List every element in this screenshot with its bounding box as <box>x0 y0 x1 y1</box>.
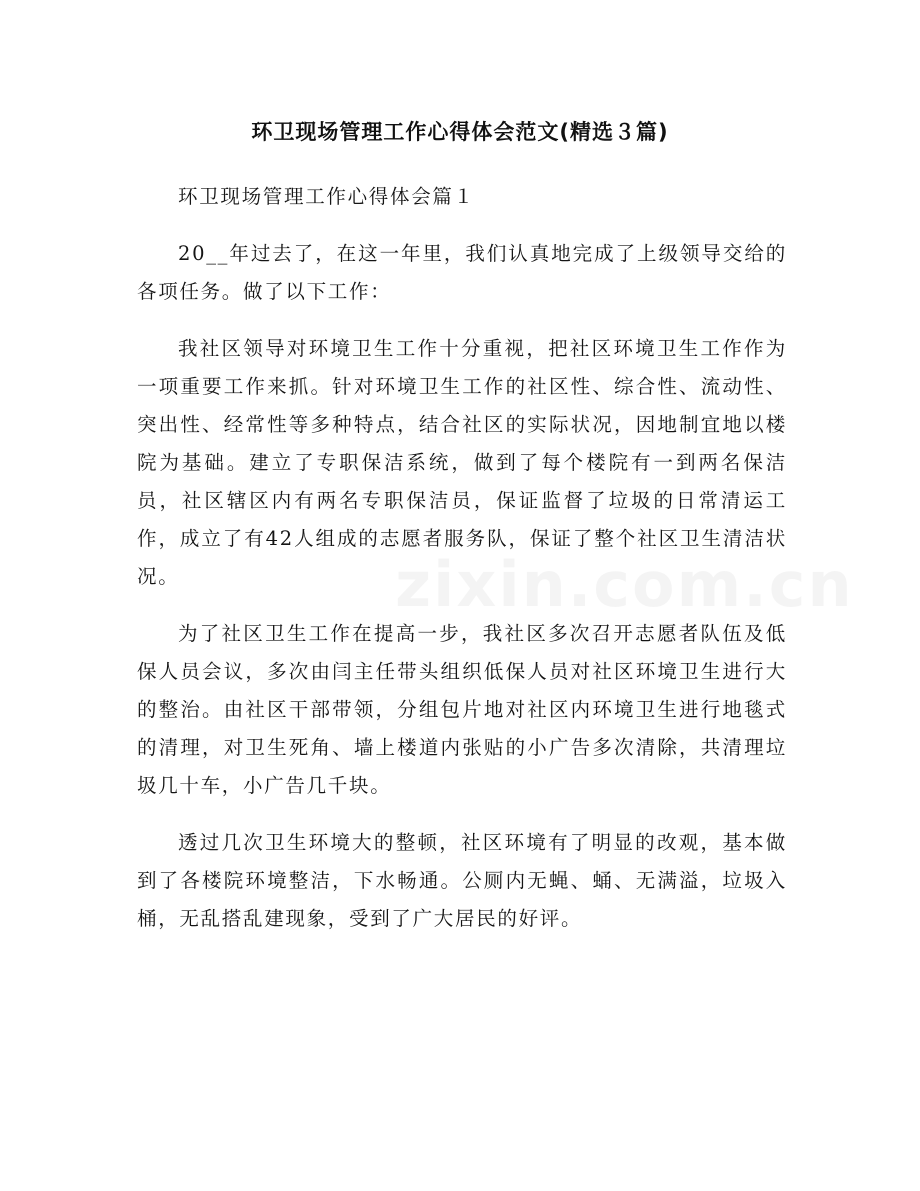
paragraph: 透过几次卫生环境大的整顿，社区环境有了明显的改观，基本做到了各楼院环境整洁，下水畅通。公厕内无蝇、蛹、无满溢，垃圾入桶，无乱搭乱建现象，受到了广大居民的好评。 <box>137 831 787 930</box>
document-title: 环卫现场管理工作心得体会范文(精选３篇) <box>251 120 669 144</box>
paragraph: 为了社区卫生工作在提高一步，我社区多次召开志愿者队伍及低保人员会议，多次由闫主任带头组织低保人员对社区环境卫生进行大的整治。由社区干部带领，分组包片地对社区内环境卫生进行地毯式的清理，对卫生死角、墙上楼道内张贴的小广告多次清除，共清理垃圾几十车，小广告几千块。 <box>137 622 787 797</box>
paragraph: 20__年过去了，在这一年里，我们认真地完成了上级领导交给的各项任务。做了以下工作： <box>137 242 787 303</box>
paragraph: 我社区领导对环境卫生工作十分重视，把社区环境卫生工作作为一项重要工作来抓。针对环境卫生工作的社区性、综合性、流动性、突出性、经常性等多种特点，结合社区的实际状况，因地制宜地以楼院为基础。建立了专职保洁系统，做到了每个楼院有一到两名保洁员，社区辖区内有两名专职保洁员，保证监督了垃圾的日常清运工作，成立了有42人组成的志愿者服务队，保证了整个社区卫生清洁状况。 <box>137 337 787 588</box>
document-body <box>137 178 787 938</box>
section-heading: 环卫现场管理工作心得体会篇１ <box>178 185 475 208</box>
